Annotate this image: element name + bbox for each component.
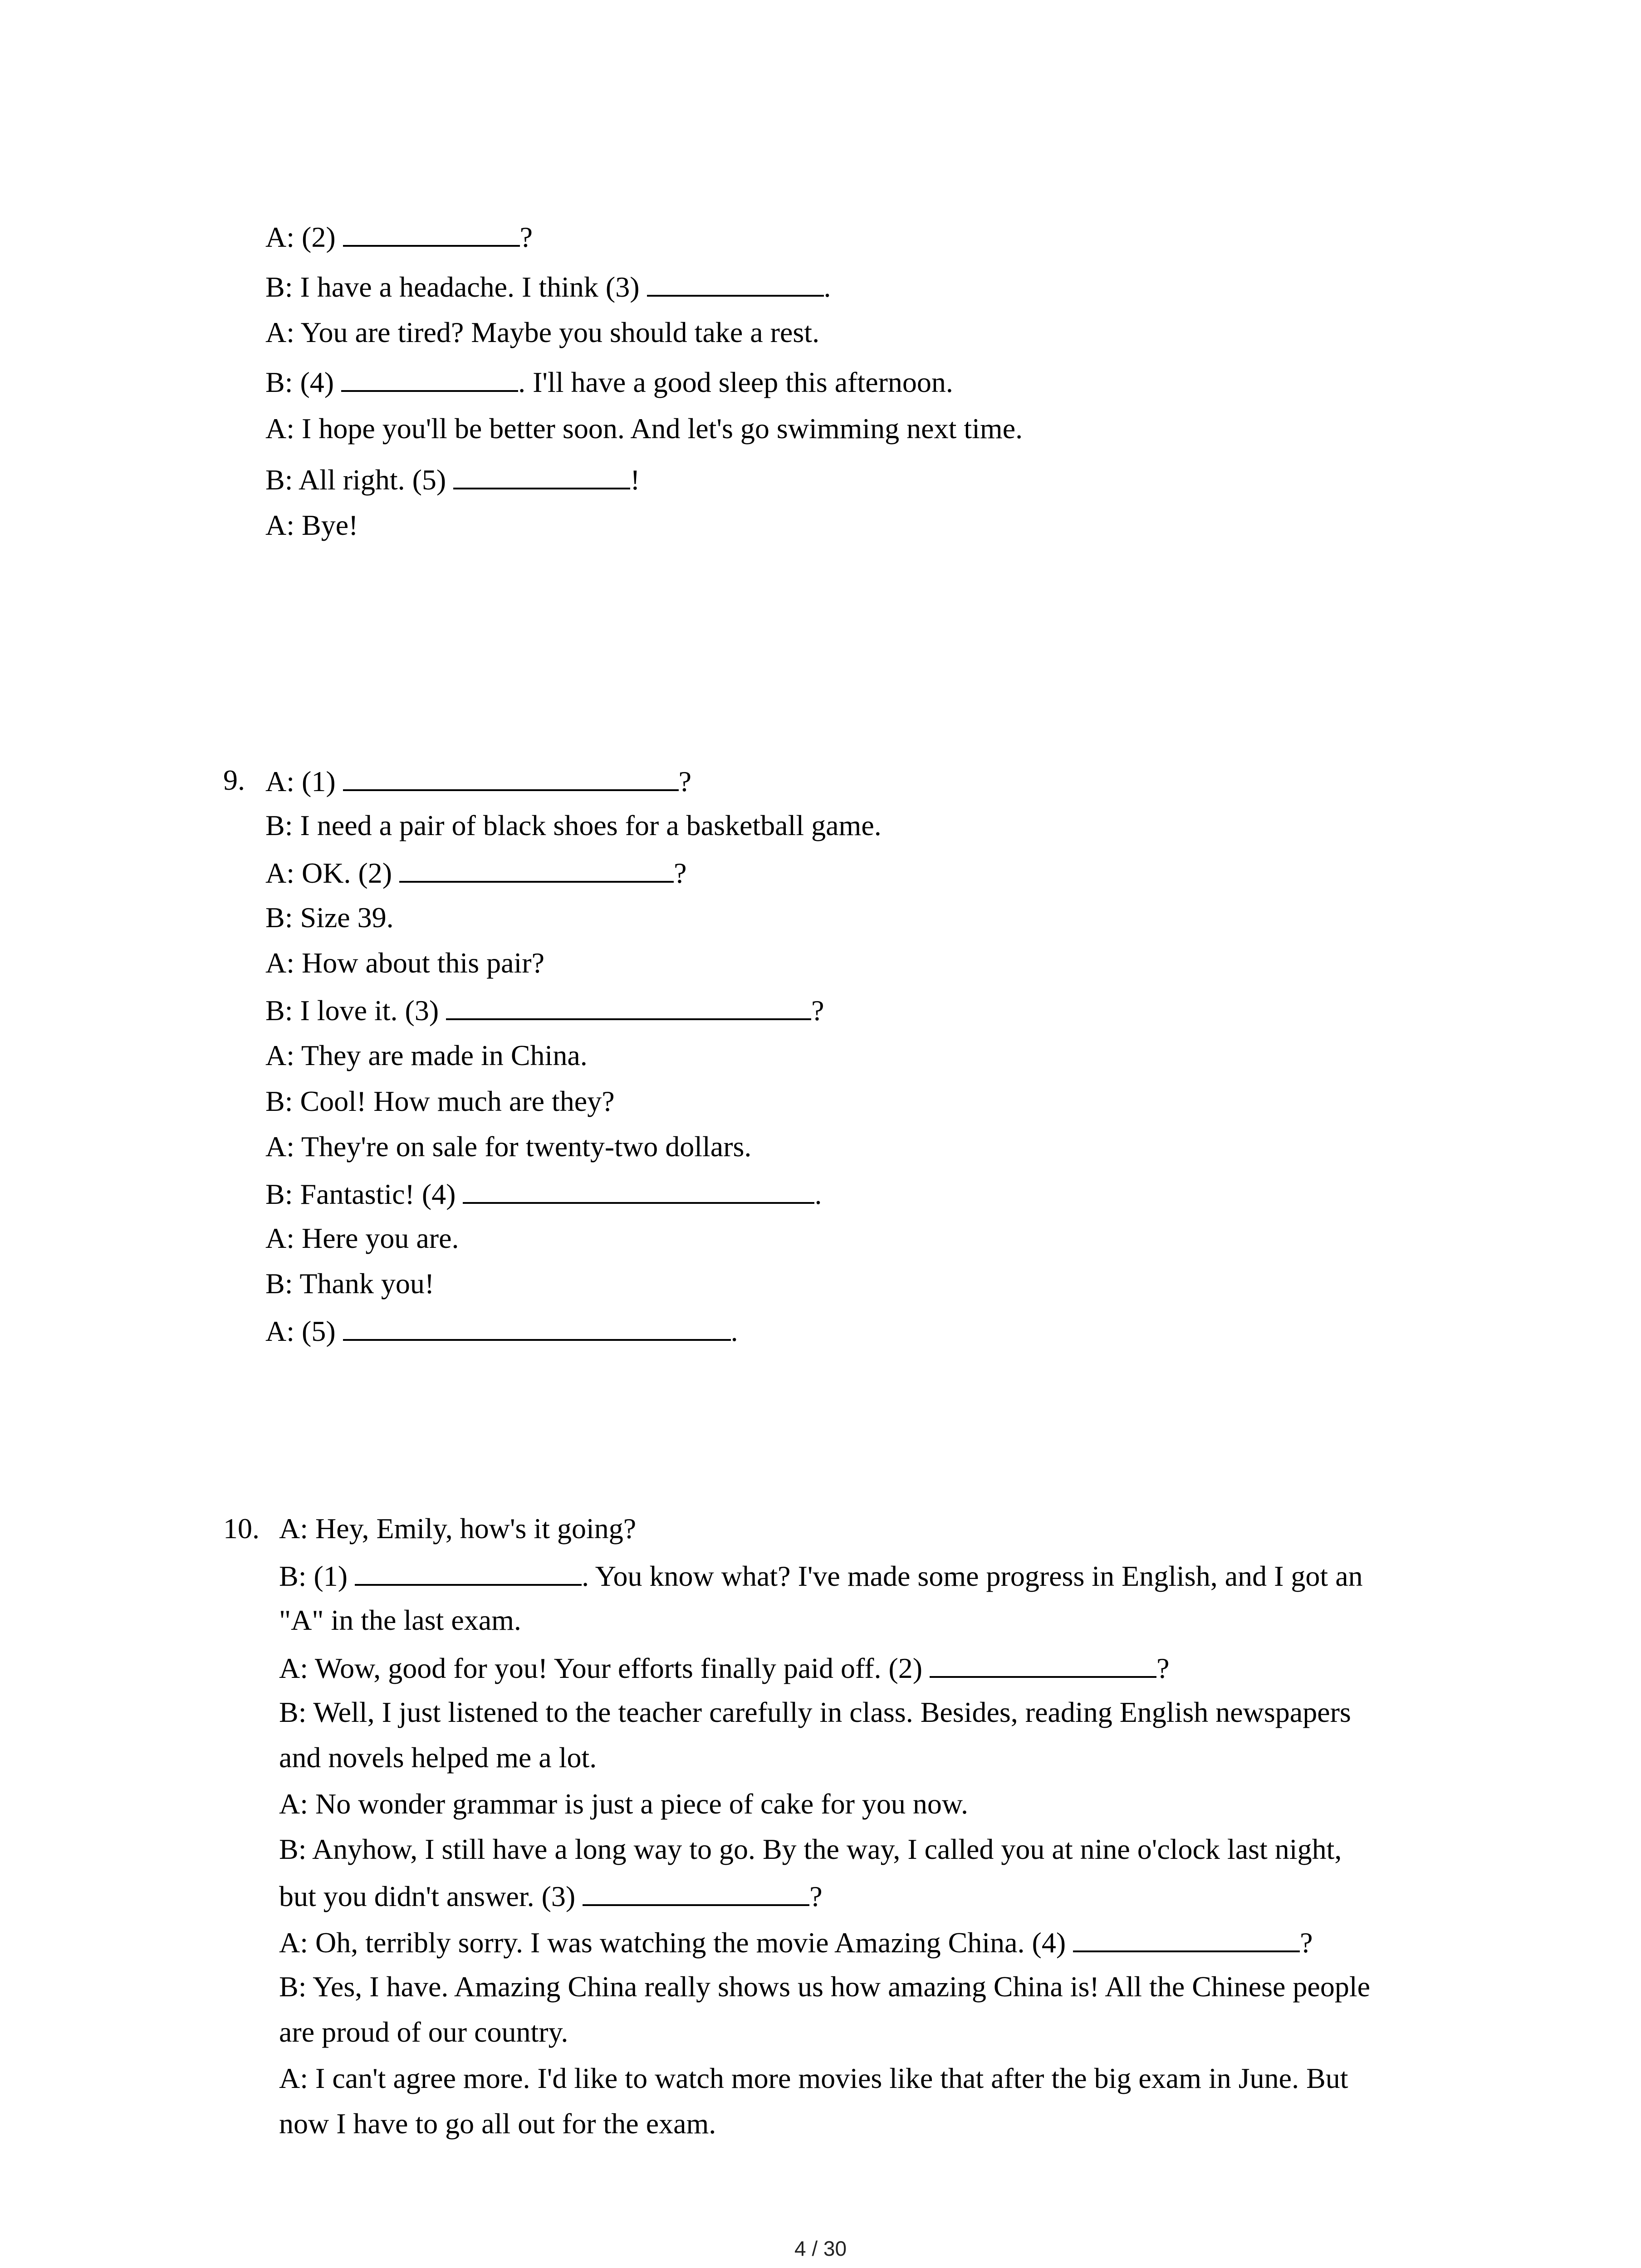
answer-blank[interactable]	[343, 762, 679, 791]
answer-blank[interactable]	[355, 1557, 582, 1586]
dialogue-line: but you didn't answer. (3) ?	[279, 1877, 823, 1915]
dialogue-line: B: I love it. (3) ?	[265, 991, 824, 1029]
dialogue-line: A: (1) ?	[265, 762, 691, 800]
dialogue-line: A: They are made in China.	[265, 1039, 588, 1071]
answer-blank[interactable]	[446, 991, 811, 1020]
dialogue-line: B: All right. (5) !	[265, 460, 640, 498]
dialogue-line: A: How about this pair?	[265, 947, 544, 979]
dialogue-line: A: Oh, terribly sorry. I was watching the movie Amazing China. (4) ?	[279, 1923, 1313, 1961]
dialogue-line: now I have to go all out for the exam.	[279, 2107, 716, 2140]
answer-blank[interactable]	[463, 1175, 814, 1204]
answer-blank[interactable]	[399, 854, 674, 883]
dialogue-line: A: Wow, good for you! Your efforts finally paid off. (2) ?	[279, 1649, 1170, 1686]
dialogue-line: B: (4) . I'll have a good sleep this afternoon.	[265, 363, 953, 401]
dialogue-line: B: Anyhow, I still have a long way to go. By the way, I called you at nine o'clock last night,	[279, 1833, 1342, 1865]
dialogue-line: B: Fantastic! (4) .	[265, 1175, 822, 1212]
dialogue-line: B: Cool! How much are they?	[265, 1085, 615, 1117]
dialogue-line: A: Bye!	[265, 509, 358, 541]
dialogue-line: are proud of our country.	[279, 2016, 568, 2048]
dialogue-line: A: No wonder grammar is just a piece of cake for you now.	[279, 1788, 968, 1820]
dialogue-line: B: Yes, I have. Amazing China really shows us how amazing China is! All the Chinese people	[279, 1970, 1370, 2003]
dialogue-line: and novels helped me a lot.	[279, 1741, 597, 1774]
answer-blank[interactable]	[341, 363, 518, 392]
dialogue-line: A: Here you are.	[265, 1222, 459, 1254]
question-number: 10.	[223, 1512, 260, 1545]
answer-blank[interactable]	[343, 1312, 731, 1341]
dialogue-line: B: Thank you!	[265, 1267, 435, 1300]
dialogue-line: A: You are tired? Maybe you should take a rest.	[265, 316, 820, 348]
dialogue-line: B: Well, I just listened to the teacher carefully in class. Besides, reading English newspapers	[279, 1696, 1351, 1728]
dialogue-line: A: They're on sale for twenty-two dollars.	[265, 1130, 752, 1163]
answer-blank[interactable]	[583, 1877, 809, 1906]
dialogue-line: A: (2) ?	[265, 218, 533, 255]
dialogue-line: A: I can't agree more. I'd like to watch more movies like that after the big exam in June. But	[279, 2062, 1348, 2094]
dialogue-line: A: I hope you'll be better soon. And let's go swimming next time.	[265, 412, 1023, 445]
dialogue-line: A: Hey, Emily, how's it going?	[279, 1512, 637, 1545]
dialogue-line: A: OK. (2) ?	[265, 854, 686, 891]
dialogue-line: A: (5) .	[265, 1312, 738, 1349]
answer-blank[interactable]	[1073, 1923, 1300, 1952]
answer-blank[interactable]	[647, 268, 824, 297]
answer-blank[interactable]	[930, 1649, 1156, 1678]
answer-blank[interactable]	[453, 460, 630, 489]
dialogue-line: B: Size 39.	[265, 901, 394, 934]
dialogue-line: B: I have a headache. I think (3) .	[265, 268, 831, 305]
dialogue-line: B: I need a pair of black shoes for a basketball game.	[265, 809, 882, 841]
answer-blank[interactable]	[343, 218, 520, 247]
page-number: 4 / 30	[794, 2237, 847, 2260]
question-number: 9.	[223, 764, 245, 796]
dialogue-line: B: (1) . You know what? I've made some progress in English, and I got an	[279, 1557, 1363, 1594]
dialogue-line: "A" in the last exam.	[279, 1604, 521, 1636]
